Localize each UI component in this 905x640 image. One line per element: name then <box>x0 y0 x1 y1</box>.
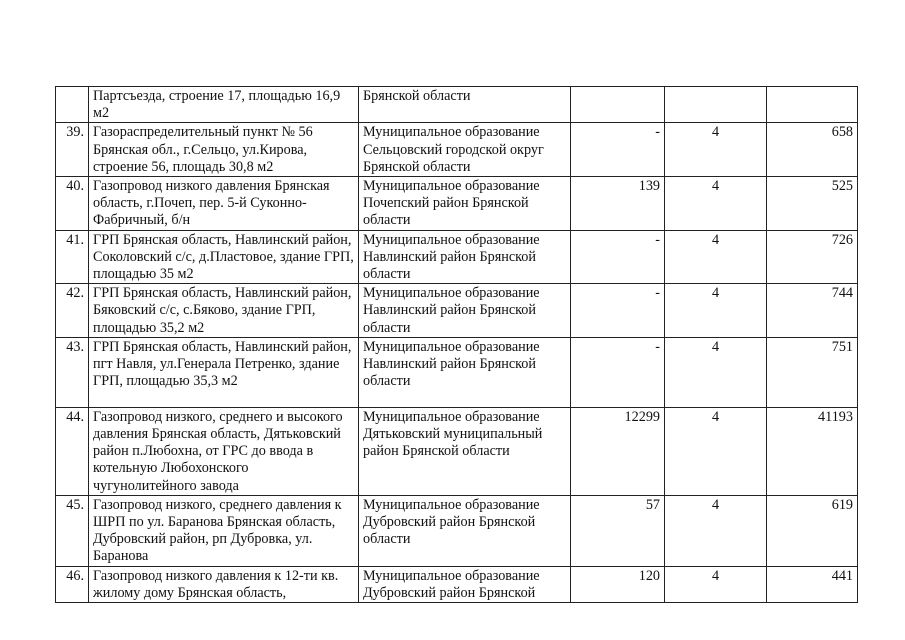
value-column-2: 4 <box>665 230 767 284</box>
owner-name: Муниципальное образование Навлинский район Брянской области <box>359 337 571 407</box>
value-column-1: - <box>571 337 665 407</box>
row-number: 43. <box>56 337 89 407</box>
object-description: Газопровод низкого, среднего давления к ШРП по ул. Баранова Брянская область, Дубровский район, рп Дубровка, ул. Баранова <box>89 495 359 566</box>
table-row <box>56 230 858 284</box>
object-description: Газопровод низкого давления Брянская область, г.Почеп, пер. 5-й Суконно-Фабричный, б/н <box>89 177 359 231</box>
value-column-1: - <box>571 230 665 284</box>
object-description: Газораспределительный пункт № 56 Брянская обл., г.Сельцо, ул.Кирова, строение 56, площадь 30,8 м2 <box>89 123 359 177</box>
owner-name: Брянской области <box>359 87 571 123</box>
value-column-3: 619 <box>767 495 858 566</box>
table-row <box>56 123 858 177</box>
row-number: 46. <box>56 566 89 602</box>
table-row <box>56 495 858 566</box>
object-description: ГРП Брянская область, Навлинский район, Соколовский с/с, д.Пластовое, здание ГРП, площадью 35 м2 <box>89 230 359 284</box>
table-row <box>56 177 858 231</box>
table-row <box>56 284 858 338</box>
owner-name: Муниципальное образование Навлинский район Брянской области <box>359 284 571 338</box>
row-number: 45. <box>56 495 89 566</box>
value-column-1: - <box>571 123 665 177</box>
owner-name: Муниципальное образование Дубровский район Брянской области <box>359 495 571 566</box>
row-number <box>56 87 89 123</box>
value-column-1: 57 <box>571 495 665 566</box>
value-column-1 <box>571 87 665 123</box>
value-column-3: 658 <box>767 123 858 177</box>
table-row <box>56 87 858 123</box>
row-number: 44. <box>56 407 89 495</box>
table-row <box>56 566 858 602</box>
value-column-2: 4 <box>665 337 767 407</box>
registry-table-body <box>56 87 858 603</box>
value-column-3 <box>767 87 858 123</box>
value-column-2: 4 <box>665 123 767 177</box>
row-number: 42. <box>56 284 89 338</box>
object-description: Газопровод низкого давления к 12-ти кв. жилому дому Брянская область, <box>89 566 359 602</box>
object-description: ГРП Брянская область, Навлинский район, Бяковский с/с, с.Бяково, здание ГРП, площадью 35,2 м2 <box>89 284 359 338</box>
owner-name: Муниципальное образование Навлинский район Брянской области <box>359 230 571 284</box>
value-column-1: 12299 <box>571 407 665 495</box>
owner-name: Муниципальное образование Дубровский район Брянской <box>359 566 571 602</box>
value-column-2: 4 <box>665 495 767 566</box>
value-column-1: 139 <box>571 177 665 231</box>
value-column-2: 4 <box>665 407 767 495</box>
owner-name: Муниципальное образование Сельцовский городской округ Брянской области <box>359 123 571 177</box>
value-column-1: - <box>571 284 665 338</box>
value-column-2: 4 <box>665 284 767 338</box>
row-number: 41. <box>56 230 89 284</box>
value-column-2: 4 <box>665 177 767 231</box>
row-number: 40. <box>56 177 89 231</box>
owner-name: Муниципальное образование Почепский район Брянской области <box>359 177 571 231</box>
object-description: Партсъезда, строение 17, площадью 16,9 м2 <box>89 87 359 123</box>
value-column-2: 4 <box>665 566 767 602</box>
object-description: ГРП Брянская область, Навлинский район, пгт Навля, ул.Генерала Петренко, здание ГРП, площадью 35,3 м2 <box>89 337 359 407</box>
owner-name: Муниципальное образование Дятьковский муниципальный район Брянской области <box>359 407 571 495</box>
registry-table <box>55 86 858 603</box>
table-row <box>56 337 858 407</box>
row-number: 39. <box>56 123 89 177</box>
value-column-3: 751 <box>767 337 858 407</box>
value-column-3: 726 <box>767 230 858 284</box>
object-description: Газопровод низкого, среднего и высокого давления Брянская область, Дятьковский район п.Любохна, от ГРС до ввода в котельную Любохонского чугунолитейного завода <box>89 407 359 495</box>
value-column-3: 41193 <box>767 407 858 495</box>
value-column-2 <box>665 87 767 123</box>
value-column-1: 120 <box>571 566 665 602</box>
value-column-3: 744 <box>767 284 858 338</box>
table-row <box>56 407 858 495</box>
value-column-3: 441 <box>767 566 858 602</box>
value-column-3: 525 <box>767 177 858 231</box>
